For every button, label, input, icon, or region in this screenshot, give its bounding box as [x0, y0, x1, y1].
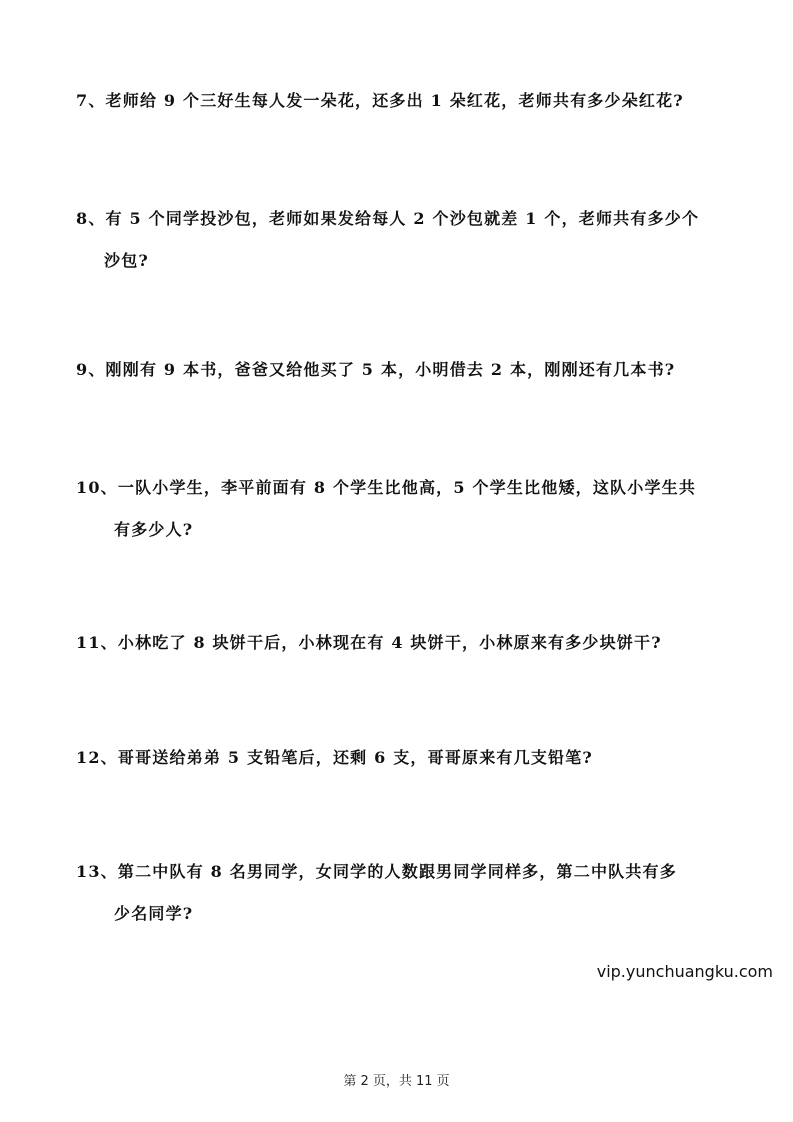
- question-text: 刚刚有 9 本书，爸爸又给他买了 5 本，小明借去 2 本，刚刚还有几本书?: [105, 360, 676, 379]
- page-footer: 第 2 页，共 11 页: [343, 1074, 450, 1089]
- question-number: 8、: [76, 209, 106, 228]
- question-text-continued: 少名同学?: [114, 904, 194, 923]
- question-13: [76, 851, 736, 935]
- question-text: 哥哥送给弟弟 5 支铅笔后，还剩 6 支，哥哥原来有几支铅笔?: [117, 748, 593, 767]
- question-text: 一队小学生，李平前面有 8 个学生比他高，5 个学生比他矮，这队小学生共: [117, 478, 697, 497]
- question-number: 13、: [76, 862, 118, 881]
- question-text: 第二中队有 8 名男同学，女同学的人数跟男同学同样多，第二中队共有多: [117, 862, 677, 881]
- question-text: 小林吃了 8 块饼干后，小林现在有 4 块饼干，小林原来有多少块饼干?: [117, 633, 662, 652]
- question-number: 7、: [76, 91, 106, 110]
- question-7: [76, 80, 736, 122]
- question-text-continued: 沙包?: [104, 251, 149, 270]
- question-number: 10、: [76, 478, 118, 497]
- question-number: 9、: [76, 360, 106, 379]
- watermark-url: vip.yunchuangku.com: [596, 962, 773, 981]
- question-8: [76, 198, 736, 282]
- question-text: 老师给 9 个三好生每人发一朵花，还多出 1 朵红花，老师共有多少朵红花?: [105, 91, 684, 110]
- question-number: 11、: [76, 633, 118, 652]
- question-12: [76, 737, 736, 779]
- question-11: [76, 622, 736, 664]
- question-text: 有 5 个同学投沙包，老师如果发给每人 2 个沙包就差 1 个，老师共有多少个: [105, 209, 700, 228]
- question-9: [76, 349, 736, 391]
- question-number: 12、: [76, 748, 118, 767]
- question-10: [76, 467, 736, 551]
- question-text-continued: 有多少人?: [114, 520, 194, 539]
